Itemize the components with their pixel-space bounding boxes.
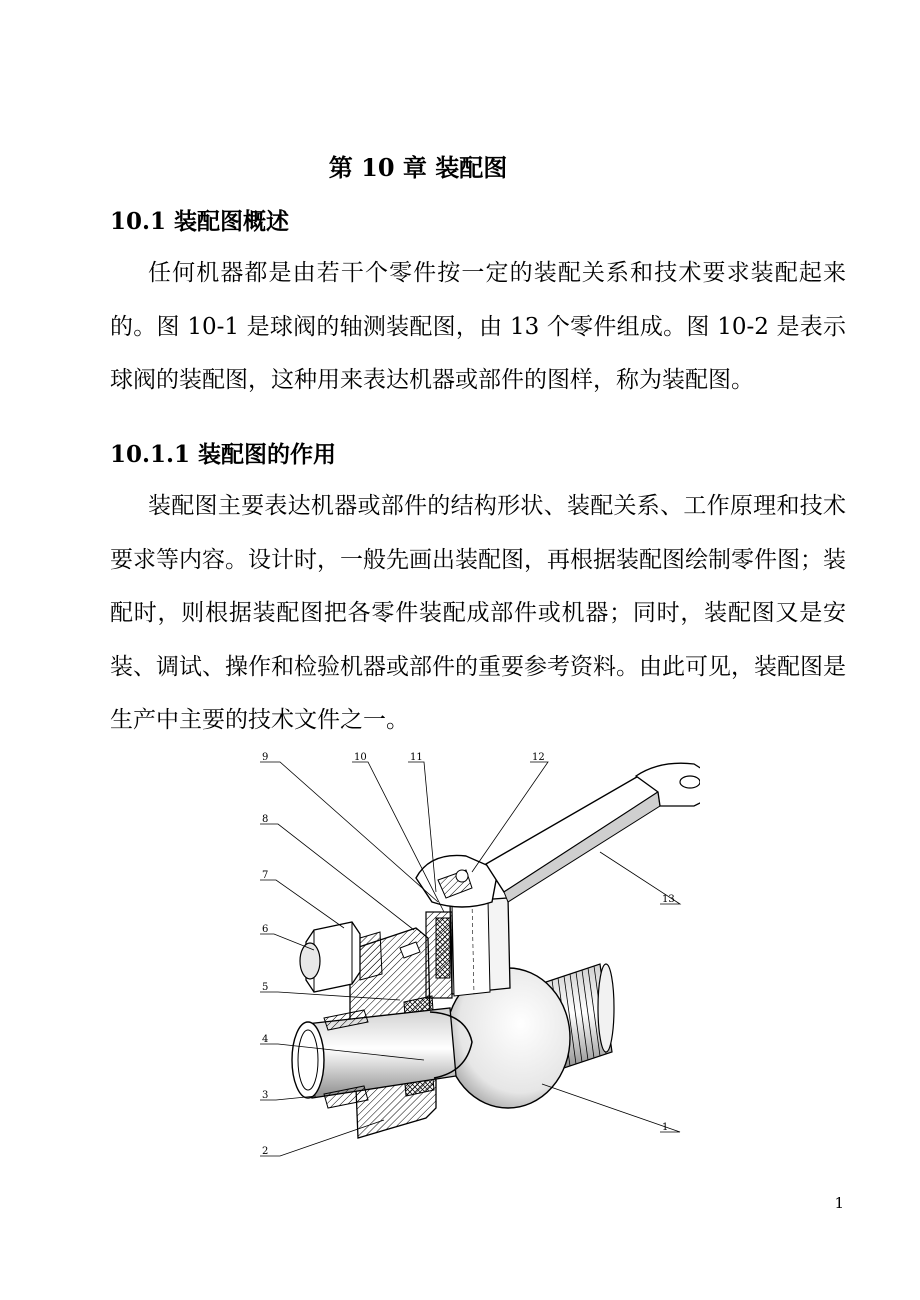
- callout-6: 6: [262, 924, 269, 935]
- callout-1: 1: [662, 1122, 669, 1133]
- handle-lever: [416, 763, 700, 907]
- callout-5: 5: [262, 982, 269, 993]
- subsection-heading: 10.1.1 装配图的作用: [110, 441, 337, 468]
- callout-3: 3: [262, 1090, 269, 1101]
- section-heading: 10.1 装配图概述: [110, 208, 290, 235]
- ball-valve-drawing: [240, 752, 700, 1164]
- callout-10: 10: [354, 752, 367, 763]
- callout-2: 2: [262, 1146, 269, 1157]
- valve-stem: [426, 898, 510, 998]
- callout-4: 4: [262, 1034, 269, 1045]
- callout-8: 8: [262, 814, 269, 825]
- callout-12: 12: [532, 752, 545, 763]
- page-number: 1: [834, 1194, 844, 1212]
- callout-7: 7: [262, 870, 269, 881]
- chapter-title: 第 10 章 装配图: [328, 153, 508, 182]
- callout-11: 11: [410, 752, 423, 763]
- callout-9: 9: [262, 752, 269, 763]
- ball-valve-figure: [240, 752, 700, 1164]
- paragraph-intro: 任何机器都是由若干个零件按一定的装配关系和技术要求装配起来的。图 10-1 是球阀的轴测装配图，由 13 个零件组成。图 10-2 是表示球阀的装配图，这种用来表达机器或部件的图样，称为装配图。: [110, 260, 846, 393]
- callout-13: 13: [662, 894, 675, 905]
- paragraph-role: 装配图主要表达机器或部件的结构形状、装配关系、工作原理和技术要求等内容。设计时，一般先画出装配图，再根据装配图绘制零件图；装配时，则根据装配图把各零件装配成部件或机器；同时，装配图又是安装、调试、操作和检验机器或部件的重要参考资料。由此可见，装配图是生产中主要的技术文件之一。: [110, 493, 846, 733]
